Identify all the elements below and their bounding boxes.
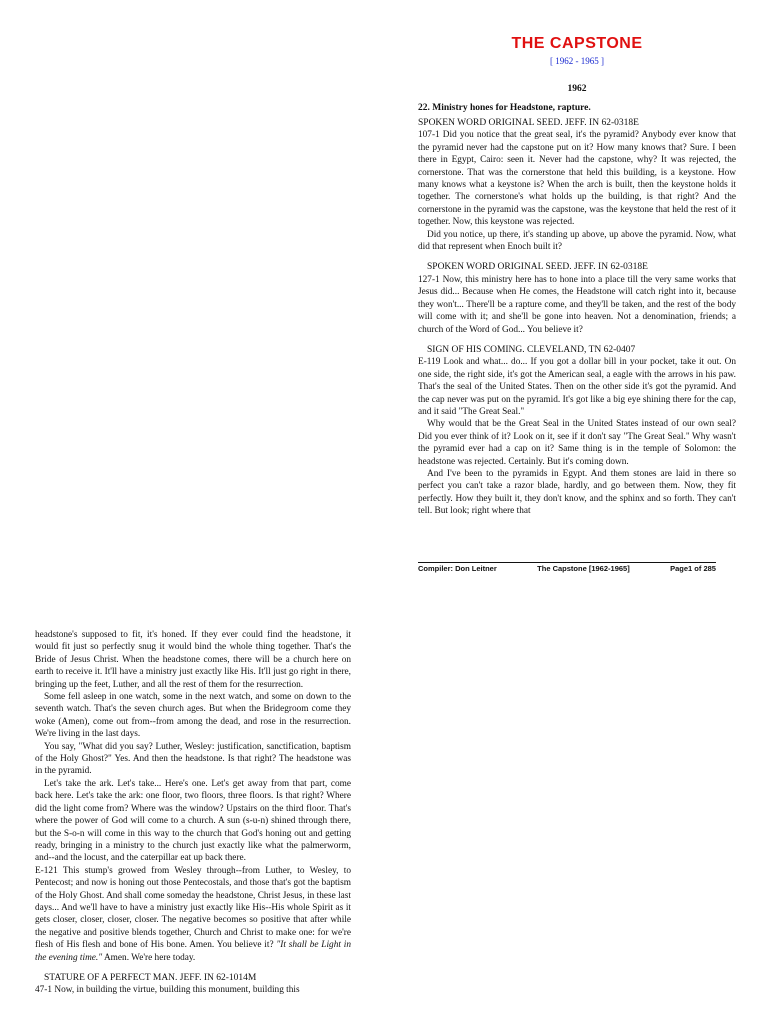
page-footer (418, 562, 716, 573)
page-upper-column (418, 34, 736, 574)
paragraph: Let's take the ark. Let's take... Here's one. Let's get away from that part, come back here. Let's take the ark: one floor, two floors, three floors. Is that right? Where did the light come from? Where was the window? Upstairs on the third floor. That's where the power of God will come to a church. A sun (s-u-n) shined through there, but the S-o-n will come in this way to the church that God's honing out and getting ready, bringing in a ministry to the church just exactly like what the palmerworm, and--and the locust, and the caterpillar eat up back there. (35, 778, 351, 864)
page-lower-column (35, 629, 351, 1024)
paragraph: Did you notice, up there, it's standing up above, up above the pyramid. Now, what did that represent when Enoch built it? (418, 229, 736, 253)
sermon-reference: SIGN OF HIS COMING. CLEVELAND, TN 62-0407 (427, 344, 636, 355)
sermon-block (418, 344, 736, 518)
sermon-block (418, 261, 736, 335)
paragraph: You say, "What did you say? Luther, Wesley: justification, sanctification, baptism of the Holy Ghost?" Yes. And then the headstone. Is that right? The headstone was in the pyramid. (35, 741, 351, 777)
footer-compiler: Compiler: Don Leitner (418, 564, 497, 573)
date-range: [ 1962 - 1965 ] (550, 56, 604, 66)
sermon-reference: SPOKEN WORD ORIGINAL SEED. JEFF. IN 62-0318E (418, 118, 639, 128)
paragraph: Some fell asleep in one watch, some in the next watch, and some on down to the seventh watch. That's the seven church ages. But when the Bridegroom come they woke (Amen), come out from--from among the dead, and rose in the resurrection. We're living in the last days. (35, 692, 351, 740)
paragraph: 47-1 Now, in building the virtue, building this monument, building this (35, 985, 300, 996)
footer-page-number: Page1 of 285 (670, 564, 716, 573)
paragraph: Why would that be the Great Seal in the United States instead of our own seal? Did you ever think of it? Look on it, see if it don't say "The Great Seal." Why wasn't the pyramid ever had a cap on it? Same thing is in the temple of Solomon: the headstone was rejected. Certainly. But it's coming down. (418, 419, 736, 467)
footer-book-title: The Capstone [1962-1965] (537, 564, 630, 573)
paragraph: 107-1 Did you notice that the great seal, it's the pyramid? Anybody ever know that the pyramid never had the capstone put on it? How many knows that? Sure. I been there in Egypt, Cairo: seen it. Never had the capstone, why? It was rejected, the cornerstone. That was the cornerstone that held this building, is a keystone. How many knows what a keystone is? When the arch is built, then the keystone holds it together. The cornerstone's what holds up the building, is that right? And the cornerstone in the pyramid was the capstone, was the keystone that held the rest of it together. Now, this keystone was rejected. (418, 130, 736, 228)
year-heading: 1962 (567, 84, 587, 94)
document-title: THE CAPSTONE (511, 35, 643, 52)
paragraph: E-119 Look and what... do... If you got a dollar bill in your pocket, take it out. On one side, the right side, it's got the American seal, a eagle with the arrows in his paw. That's the seal of the United States. Then on the other side it's got the pyramid. And the cap never was put on the pyramid. It's got like a big eye shining there for the cap, and it said "The Great Seal." (418, 357, 736, 417)
sermon-block (418, 117, 736, 253)
paragraph-e121 (35, 865, 351, 964)
paragraph: And I've been to the pyramids in Egypt. And them stones are laid in there so perfect you can't take a razor blade, hardly, and go between them. Now, they fit perfectly. How they built it, they don't know, and the sphinx and so forth. They can't tell. But look; right where that (418, 468, 736, 517)
scripture-quote: "It shall be Light in the evening time." (35, 940, 351, 963)
e121-tail: Amen. We're here today. (102, 952, 196, 963)
section-heading: 22. Ministry hones for Headstone, rapture. (418, 103, 591, 113)
sermon-reference: SPOKEN WORD ORIGINAL SEED. JEFF. IN 62-0318E (427, 262, 648, 273)
paragraph: 127-1 Now, this ministry here has to hone into a place till the very same works that Jesus did... Because when He comes, the Headstone will catch right into it, because they won't... There'll be a rapture come, and they'll be taken, and the rest of the body will come with it; and she'll be gone into heaven. Not a denomination, friends; a church of the Word of God... You believe it? (418, 274, 736, 335)
sermon-reference: STATURE OF A PERFECT MAN. JEFF. IN 62-1014M (44, 972, 257, 983)
paragraph: headstone's supposed to fit, it's honed. If they ever could find the headstone, it would fit just so perfectly snug it would bind the whole thing together. That's the Bride of Jesus Christ. When the headstone comes, there will be a church here on earth to receive it. It'll have a ministry just exactly like His. It'll just go right in there, bringing up the feet, Luther, and all the rest of them for the resurrection. (35, 630, 351, 690)
e121-text: E-121 This stump's growed from Wesley through--from Luther, to Wesley, to Pentecost; and now is honing out those Pentecostals, and those that's got the baptism of the Holy Ghost. And shall come someday the headstone, Christ Jesus, in these last days... And we'll have to have a ministry just exactly like His--His whole Spirit as it gets closer, closer, closer, closer. The negative becomes so positive that after while the negative and positive blends together, Church and Christ to make one: for we're flesh of His flesh and bone of His bone. Amen. You believe it? (35, 865, 351, 951)
